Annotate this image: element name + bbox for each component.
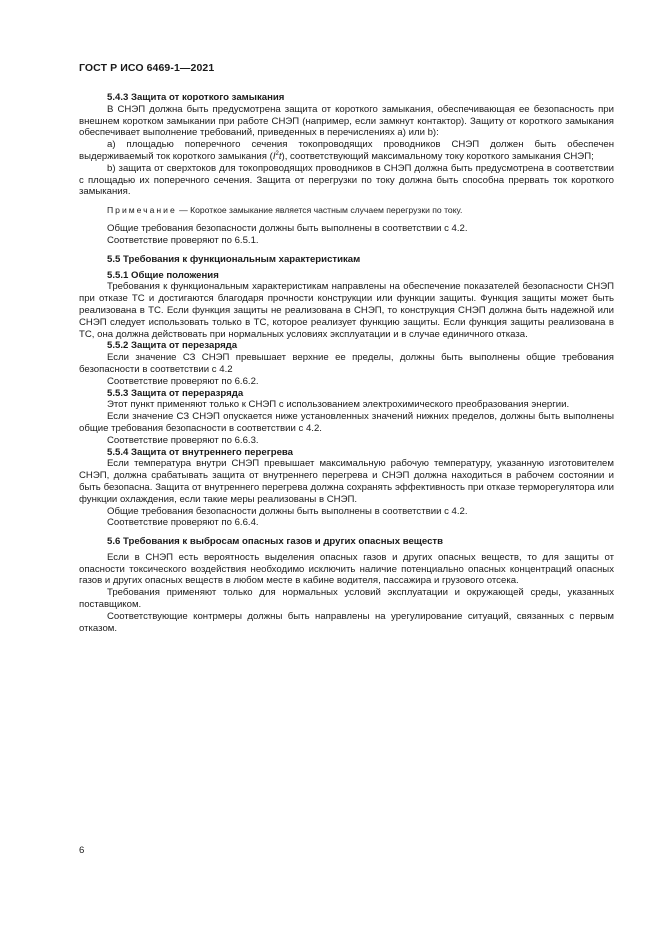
section-5-5-3-paragraph-1: Этот пункт применяют только к СНЭП с использованием электрохимического преобразования энергии. [107,399,570,411]
section-5-5-4-general: Общие требования безопасности должны быть выполнены в соответствии с 4.2. [107,505,468,517]
list-item-a-text-end: ), соответствующий максимальному току короткого замыкания СНЭП; [281,150,594,162]
list-item-a-text: а) площадью поперечного сечения токопроводящих проводников СНЭП должен быть обеспечен выдерживаемый ток короткого замыкания ( [79,139,614,162]
document-body [79,92,614,634]
list-item-b: b) защита от сверхтоков для токопроводящих проводников в СНЭП должна быть предусмотрена в соответствии с площадью их поперечного сечения. Защита от перегрузки по току должна быть способна прервать ток короткого замыкания. [79,162,614,198]
general-requirements-text: Общие требования безопасности должны быть выполнены в соответствии с 4.2. [107,223,468,235]
compliance-text: Соответствие проверяют по 6.5.1. [107,234,259,246]
formula-sup: 2 [275,150,279,157]
section-5-5-4-title: 5.5.4 Защита от внутреннего перегрева [107,446,294,458]
section-5-5-3-title: 5.5.3 Защита от переразряда [107,387,244,399]
section-5-5-1-title: 5.5.1 Общие положения [107,269,219,281]
page-number: 6 [79,845,85,856]
section-5-6-paragraph-3: Соответствующие контрмеры должны быть направлены на урегулирование ситуаций, связанных с первым отказом. [79,610,614,634]
section-5-5-title: 5.5 Требования к функциональным характеристикам [107,253,361,265]
section-5-5-2-title: 5.5.2 Защита от перезаряда [107,340,238,352]
section-5-6-paragraph-1: Если в СНЭП есть вероятность выделения опасных газов и других опасных веществ, то для защиты от опасности токсического воздействия необходимо исключить наличие потенциально опасных концентраций опасных газов и других опасных веществ в любом месте в кабине водителя, пассажира и грузового отсека. [79,551,614,587]
document-header: ГОСТ Р ИСО 6469-1—2021 [79,62,215,74]
section-5-4-3-title: 5.4.3 Защита от короткого замыкания [107,92,285,103]
formula-i: I [272,150,276,162]
section-5-4-3-paragraph: В СНЭП должна быть предусмотрена защита от короткого замыкания, обеспечивающая ее безопасность при внешнем коротком замыкании при работе СНЭП (например, если замкнут контактор). Защиту от короткого замыкания обеспечивает выполнение требований, приведенных в перечислениях а) или b): [79,103,614,139]
section-5-5-1-paragraph: Требования к функциональным характеристикам направлены на обеспечение показателей безопасности СНЭП при отказе ТС и достигаются благодаря прочности конструкции или функции защиты. Функция защиты может быть реализована в ТС. Если функция защиты не реализована в СНЭП, то конструкция СНЭП должна быть надежной или СНЭП следует использовать только в ТС, которое реализует функцию защиты. Если функция защиты реализована в ТС, она должна действовать при нормальных условиях эксплуатации и в случае единичного отказа. [79,281,614,340]
note-text: — Короткое замыкание является частным случаем перегрузки по току. [176,205,463,216]
note-label: Примечание [107,205,177,216]
section-5-5-2-compliance: Соответствие проверяют по 6.6.2. [107,375,259,387]
note [79,205,614,216]
list-item-a [79,139,614,163]
formula-t: t [278,150,282,162]
section-5-6-paragraph-2: Требования применяют только для нормальных условий эксплуатации и окружающей среды, указанных поставщиком. [79,587,614,611]
section-5-5-4-paragraph: Если температура внутри СНЭП превышает максимальную рабочую температуру, указанную изготовителем СНЭП, должна срабатывать защита от внутреннего перегрева и СНЭП должна находиться в рабочем состоянии и быть безопасна. Защита от внутреннего перегрева должна сохранять эффективность при отказе терморегулятора или функции охлаждения, если такие меры реализованы в СНЭП. [79,458,614,505]
section-5-5-4-compliance: Соответствие проверяют по 6.6.4. [107,517,259,529]
section-5-5-2-paragraph: Если значение СЗ СНЭП превышает верхние ее пределы, должны быть выполнены общие требования безопасности в соответствии с 4.2 [79,352,614,375]
section-5-5-3-paragraph-2: Если значение СЗ СНЭП опускается ниже установленных значений нижних пределов, должны быть выполнены общие требования безопасности в соответствии с 4.2. [79,411,614,434]
section-5-6-title: 5.6 Требования к выбросам опасных газов и других опасных веществ [107,536,444,548]
section-5-5-3-compliance: Соответствие проверяют по 6.6.3. [107,434,259,446]
